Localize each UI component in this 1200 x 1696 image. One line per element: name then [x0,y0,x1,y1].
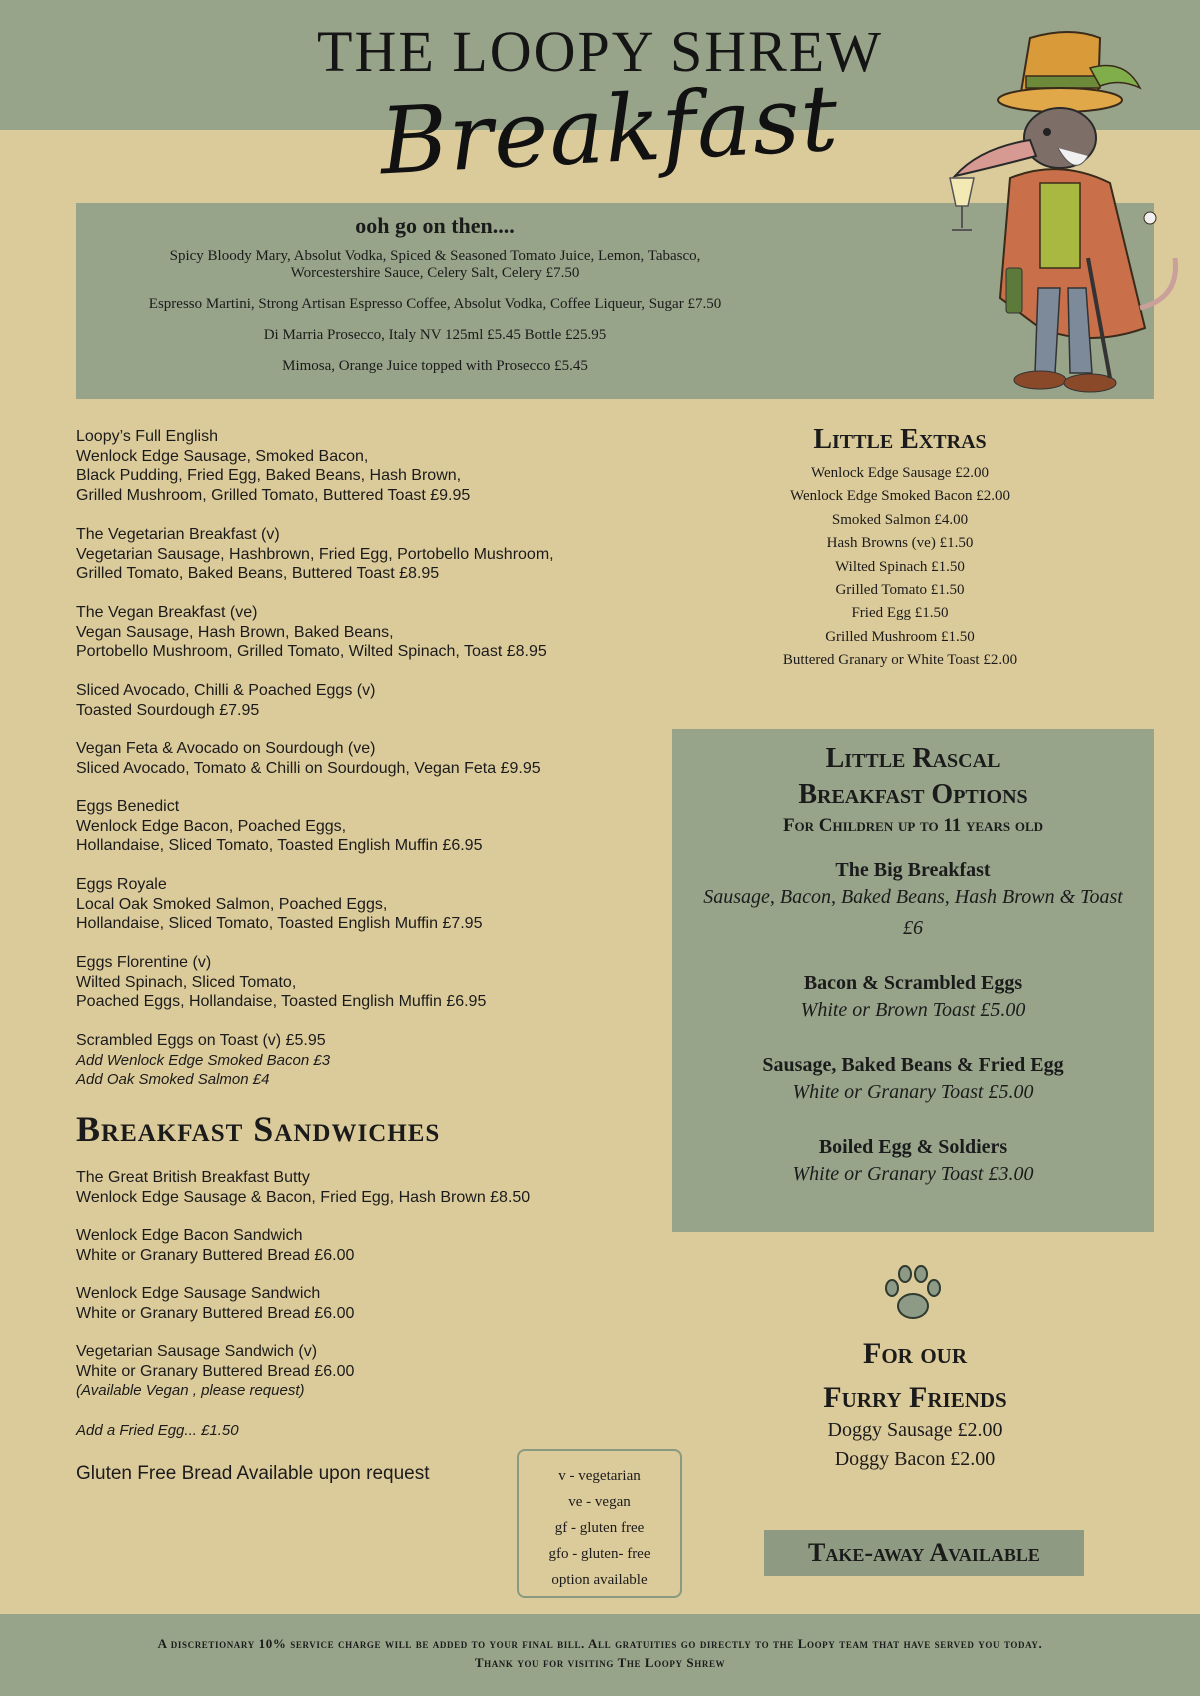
kids-item-desc: White or Granary Toast £5.00 [792,1081,1034,1103]
item-name: The Great British Breakfast Butty [76,1169,310,1186]
pub-name: THE LOOPY SHREW [317,19,883,84]
key-line: gfo - gluten- free [548,1546,651,1562]
item-name: Scrambled Eggs on Toast (v) £5.95 [76,1032,326,1049]
kids-item-desc: Sausage, Bacon, Baked Beans, Hash Brown & Toast [703,886,1123,908]
item-desc: Wenlock Edge Bacon, Poached Eggs, [76,817,347,835]
item-note: Add Wenlock Edge Smoked Bacon £3 [76,1051,331,1069]
dietary-key [517,1449,682,1598]
drink-line: Espresso Martini, Strong Artisan Espresso Coffee, Absolut Vodka, Coffee Liqueur, Sugar £7.50 [148,296,722,312]
item-desc: White or Granary Buttered Bread £6.00 [76,1362,355,1380]
item-note: Add a Fried Egg... £1.50 [76,1422,239,1439]
kids-title: Little Rascal [825,743,1001,774]
drink-line: Mimosa, Orange Juice topped with Prosecco £5.45 [282,358,588,374]
item-desc: Wenlock Edge Sausage & Bacon, Fried Egg, Hash Brown £8.50 [76,1188,531,1206]
extra-item: Wenlock Edge Smoked Bacon £2.00 [790,488,1010,505]
item-desc: Wilted Spinach, Sliced Tomato, [76,973,297,991]
kids-item-name: The Big Breakfast [835,859,991,881]
item-name: Wenlock Edge Bacon Sandwich [76,1227,303,1244]
item-desc: Portobello Mushroom, Grilled Tomato, Wilted Spinach, Toast £8.95 [76,643,547,660]
menu-item [76,797,676,856]
drink-line: Spicy Bloody Mary, Absolut Vodka, Spiced & Seasoned Tomato Juice, Lemon, Tabasco, [169,248,701,264]
gluten-free-note: Gluten Free Bread Available upon request [76,1463,430,1484]
kids-subtitle: For Children up to 11 years old [782,815,1044,836]
drinks-title: ooh go on then.... [355,213,515,238]
item-name: Eggs Florentine (v) [76,954,212,971]
item-desc: Hollandaise, Sliced Tomato, Toasted English Muffin £6.95 [76,837,483,854]
dog-menu-list [760,1416,1070,1474]
item-desc: Grilled Tomato, Baked Beans, Buttered Toast £8.95 [76,565,440,582]
dog-title-line: For our [863,1337,967,1370]
kids-item-name: Bacon & Scrambled Eggs [803,972,1023,994]
extra-item: Wenlock Edge Sausage £2.00 [811,465,989,481]
menu-item [76,1284,676,1323]
item-note: (Available Vegan , please request) [76,1382,305,1399]
footer-line: A discretionary 10% service charge will be added to your final bill. All gratuities go directly to the Loopy team that have served you today. [157,1636,1043,1651]
item-desc: Local Oak Smoked Salmon, Poached Eggs, [76,895,388,913]
item-desc: Vegetarian Sausage, Hashbrown, Fried Egg, Portobello Mushroom, [76,545,554,563]
extras-list [720,462,1080,673]
menu-item [76,603,676,662]
footer-line: Thank you for visiting The Loopy Shrew [474,1655,726,1670]
menu-item [76,1168,676,1207]
item-name: Loopy’s Full English [76,428,219,445]
item-desc: Sliced Avocado, Tomato & Chilli on Sourdough, Vegan Feta £9.95 [76,759,541,777]
takeaway-banner: Take-away Available [764,1530,1084,1576]
menu-item [76,739,676,778]
extra-item: Wilted Spinach £1.50 [835,558,965,575]
extra-item: Smoked Salmon £4.00 [831,511,969,528]
kids-menu-box [672,729,1154,1232]
item-name: The Vegan Breakfast (ve) [76,604,258,621]
item-desc: Wenlock Edge Sausage, Smoked Bacon, [76,447,369,465]
item-name: Vegan Feta & Avocado on Sourdough (ve) [76,740,376,757]
menu-item [76,875,676,934]
menu-title: Breakfast [377,64,842,196]
item-name: Eggs Benedict [76,798,180,815]
kids-item-price: £6 [903,917,923,939]
drink-line: Worcestershire Sauce, Celery Salt, Celery £7.50 [290,265,580,281]
extra-item: Hash Browns (ve) £1.50 [826,535,974,552]
key-line: ve - vegan [568,1494,631,1510]
shrew-mascot-illustration [940,28,1185,413]
dog-item: Doggy Sausage £2.00 [827,1419,1003,1441]
extra-item: Fried Egg £1.50 [851,605,949,622]
kids-item-desc: White or Granary Toast £3.00 [792,1163,1034,1185]
item-desc: Vegan Sausage, Hash Brown, Baked Beans, [76,623,394,641]
kids-title: Breakfast Options [798,779,1028,810]
menu-item [76,681,676,720]
item-note: Add Oak Smoked Salmon £4 [76,1071,270,1088]
item-desc: White or Granary Buttered Bread £6.00 [76,1246,355,1264]
menu-item [76,427,676,505]
paw-print-icon [880,1260,946,1326]
extra-item: Grilled Tomato £1.50 [835,582,965,599]
item-name: Eggs Royale [76,876,167,893]
extra-item: Buttered Granary or White Toast £2.00 [782,652,1018,669]
sandwich-heading: Breakfast Sandwiches [76,1109,441,1149]
menu-item [76,1226,676,1265]
item-desc: Black Pudding, Fried Egg, Baked Beans, Hash Brown, [76,467,462,484]
footer [0,1614,1200,1696]
dog-title-line: Furry Friends [823,1381,1007,1414]
menu-item [76,953,676,1012]
extra-item: Grilled Mushroom £1.50 [825,628,975,645]
item-name: Sliced Avocado, Chilli & Poached Eggs (v) [76,682,376,699]
drink-line: Di Marria Prosecco, Italy NV 125ml £5.45 Bottle £25.95 [263,327,607,343]
item-desc: Grilled Mushroom, Grilled Tomato, Buttered Toast £9.95 [76,486,471,504]
item-desc: Poached Eggs, Hollandaise, Toasted English Muffin £6.95 [76,993,487,1010]
add-egg-note [76,1421,676,1441]
key-line: v - vegetarian [558,1468,641,1484]
item-name: Wenlock Edge Sausage Sandwich [76,1285,321,1302]
key-line: option available [551,1572,648,1588]
menu-item [76,525,676,584]
item-name: The Vegetarian Breakfast (v) [76,526,280,543]
dog-item: Doggy Bacon £2.00 [834,1448,996,1470]
kids-item-name: Sausage, Baked Beans & Fried Egg [762,1054,1064,1076]
item-desc: Hollandaise, Sliced Tomato, Toasted English Muffin £7.95 [76,915,483,932]
extras-title: Little Extras [813,424,987,455]
kids-item-desc: White or Brown Toast £5.00 [800,999,1026,1021]
item-desc: White or Granary Buttered Bread £6.00 [76,1304,355,1322]
dog-menu-title [760,1332,1070,1420]
menu-item [76,1031,676,1090]
item-name: Vegetarian Sausage Sandwich (v) [76,1343,318,1360]
kids-item-name: Boiled Egg & Soldiers [818,1136,1008,1158]
key-line: gf - gluten free [554,1520,645,1536]
item-desc: Toasted Sourdough £7.95 [76,701,260,719]
menu-item [76,1342,676,1401]
